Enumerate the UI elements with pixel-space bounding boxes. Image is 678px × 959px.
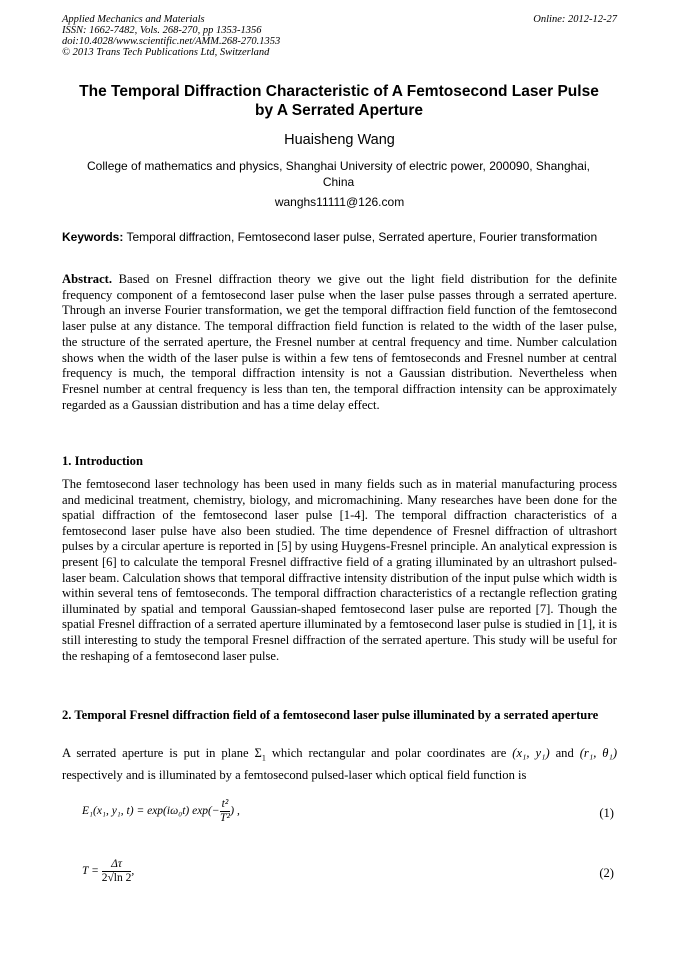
author-email[interactable]: wanghs11111@126.com xyxy=(274,195,405,209)
sigma-symbol xyxy=(254,746,266,763)
doi-line: doi:10.4028/www.scientific.net/AMM.268-270.1353 xyxy=(62,36,281,47)
abstract xyxy=(62,272,617,413)
coord-xy: (x₁, y₁) xyxy=(512,746,550,760)
abstract-label: Abstract. xyxy=(62,272,113,286)
affiliation xyxy=(66,158,611,190)
eq2-numerator: Δτ xyxy=(102,858,132,872)
sec2-text-c: and xyxy=(549,746,580,760)
sigma-subscript: 1 xyxy=(261,753,266,763)
eq2-lhs: T = xyxy=(82,865,99,878)
issn-line: ISSN: 1662-7482, Vols. 268-270, pp 1353-1356 xyxy=(62,25,262,36)
keywords-text: Temporal diffraction, Femtosecond laser pulse, Serrated aperture, Fourier transformation xyxy=(126,230,598,244)
eq2-fraction xyxy=(101,858,135,885)
copyright-line: © 2013 Trans Tech Publications Ltd, Switzerland xyxy=(62,47,270,58)
sec2-text-b: which rectangular and polar coordinates are xyxy=(265,746,513,760)
eq2-tail: , xyxy=(131,865,135,878)
eq1-lhs: E₁(x₁, y₁, t) = exp(iω₀t) exp(− xyxy=(82,805,220,818)
title-line-2: by A Serrated Aperture xyxy=(255,102,423,119)
online-date: Online: 2012-12-27 xyxy=(533,14,617,25)
keywords xyxy=(62,230,617,246)
eq1-tail: ) , xyxy=(230,805,240,818)
journal-name: Applied Mechanics and Materials xyxy=(62,14,205,25)
affiliation-line-2: China xyxy=(322,175,355,189)
sigma-char: Σ xyxy=(254,746,262,760)
abstract-text: Based on Fresnel diffraction theory we give out the light field distribution for the definite frequency component of a femtosecond laser pulse when the laser pulse passes through a serrated aperture. Through an inverse Fourier transformation, we get the temporal diffraction field function of the femtosecond laser pulse at any distance. The temporal diffraction field function is related to the width of the laser pulse, the structure of the serrated aperture, the Fresnel number at central frequency and time. Number calculation shows when the width of the laser pulse is within a few tens of femtoseconds and Fresnel number at central frequency is much, the temporal diffraction intensity is not a Gaussian distribution. Nevertheless when Fresnel number at central frequency is less than ten, the temporal diffraction intensity can be approximately regarded as a Gaussian distribution and has a time delay effect. xyxy=(62,272,617,412)
equation-2 xyxy=(82,858,134,885)
eq2-denominator: 2√ln 2 xyxy=(101,872,132,884)
author-name: Huaisheng Wang xyxy=(284,132,395,148)
journal-header xyxy=(62,14,617,58)
eq1-numerator: t² xyxy=(221,798,229,810)
section-2-paragraph xyxy=(62,745,617,784)
section-1-heading: 1. Introduction xyxy=(62,454,143,468)
keywords-label: Keywords: xyxy=(62,230,124,244)
title-line-1: The Temporal Diffraction Characteristic of A Femtosecond Laser Pulse xyxy=(79,83,599,100)
paper-title xyxy=(58,82,620,120)
eq1-denominator: T² xyxy=(220,812,230,824)
sec2-text-d: respectively and is illuminated by a femtosecond pulsed-laser which optical field function is xyxy=(62,767,527,782)
section-1-text: The femtosecond laser technology has been used in many fields such as in material manufacturing process and medicinal treatment, chemistry, biology, and micromachining. Many researches have been done for the spatial diffraction of the femtosecond laser pulse [1-4]. The temporal diffraction characteristics of a femtosecond laser pulse have also been studied. The time dependence of Fresnel diffraction of ultrashort pulses by a circular aperture is reported in [5] by using Huygens-Fresnel principle. An analytical expression is present [6] to calculate the temporal Fresnel diffractive field of a grating illuminated by an ultrashort pulsed-laser beam. Calculation shows that temporal diffractive intensity distribution of the input pulse which width is within several tens of femtoseconds. The temporal diffraction characteristics of a rectangle reflection grating illuminated by spatial and temporal Gaussian-shaped femtosecond laser pulse are reported [7]. Though the spatial Fresnel diffraction of a serrated aperture illuminated by a femtosecond laser pulse is studied in [1], it is still interesting to study the temporal Fresnel diffraction of the serrated aperture. This study will be useful for the reshaping of a femtosecond laser pulse. xyxy=(62,477,617,663)
equation-1 xyxy=(82,798,240,825)
eq1-fraction xyxy=(220,798,231,825)
sec2-text-a: A serrated aperture is put in plane xyxy=(62,746,255,760)
coord-rtheta: (r₁, θ₁) xyxy=(579,746,618,760)
equation-2-number: (2) xyxy=(599,866,614,880)
affiliation-line-1: College of mathematics and physics, Shanghai University of electric power, 200090, Shanghai, xyxy=(87,159,590,173)
section-2-heading: 2. Temporal Fresnel diffraction field of a femtosecond laser pulse illuminated by a serrated aperture xyxy=(62,708,599,722)
equation-1-number: (1) xyxy=(599,806,614,820)
